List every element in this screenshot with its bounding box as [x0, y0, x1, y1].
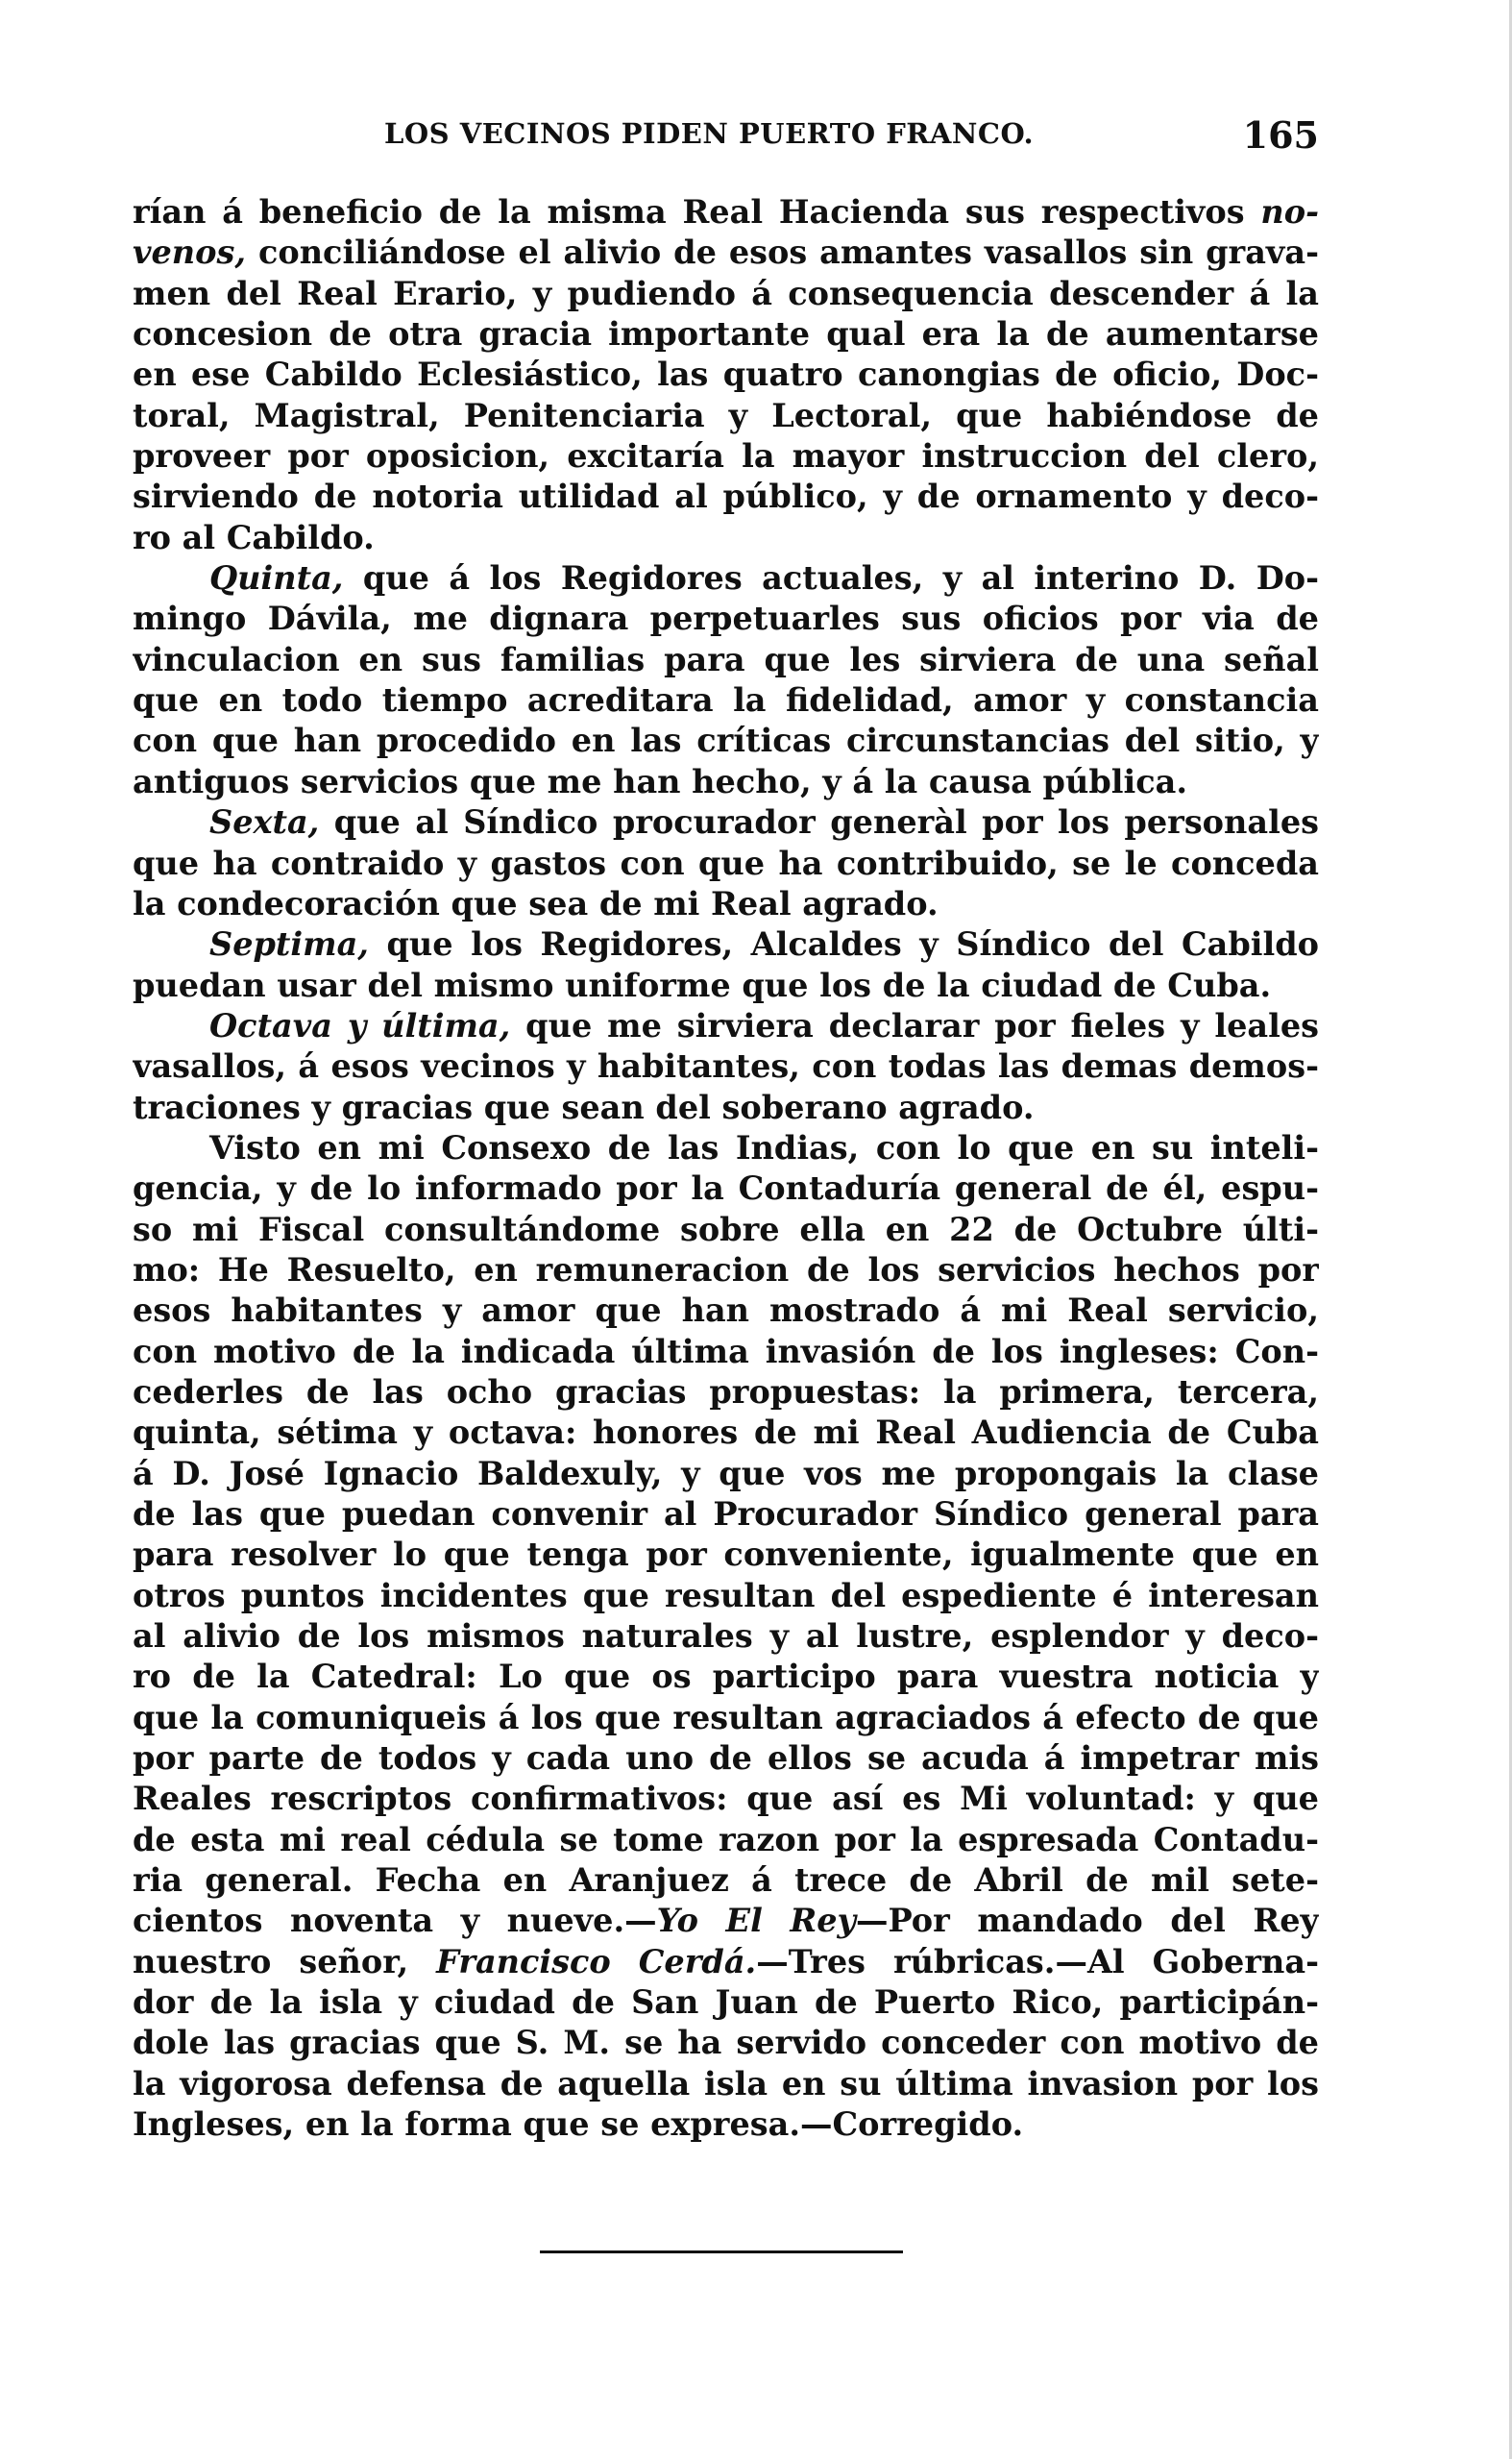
text-line — [133, 1616, 1319, 1657]
text-line — [133, 1901, 1319, 1941]
text-line — [133, 1820, 1319, 1860]
text-line — [133, 396, 1319, 436]
text-segment: concesion de otra gracia importante qual era la de aumentarse — [133, 315, 1319, 354]
text-segment: mingo Dávila, me dignara perpetuarles sus oficios por via de — [133, 600, 1319, 638]
text-line — [133, 924, 1319, 965]
page-header — [133, 113, 1319, 161]
italic-text: Quinta, — [209, 559, 344, 598]
text-line — [133, 1168, 1319, 1209]
text-segment: ro de la Catedral: Lo que os participo para vuestra noticia y — [133, 1658, 1319, 1696]
text-segment: la condecoración que sea de mi Real agrado. — [133, 884, 939, 922]
text-segment: mo: He Resuelto, en remuneracion de los servicios hechos por — [133, 1250, 1319, 1289]
text-segment: puedan usar del mismo uniforme que los de la ciudad de Cuba. — [133, 966, 1272, 1004]
text-segment: vasallos, á esos vecinos y habitantes, con todas las demas demos- — [133, 1047, 1319, 1086]
text-line — [133, 558, 1319, 599]
text-line — [133, 1738, 1319, 1779]
text-segment: gencia, y de lo informado por la Contaduría general de él, espu- — [133, 1169, 1319, 1208]
italic-text: Francisco Cerdá. — [436, 1942, 757, 1980]
text-line — [133, 1332, 1319, 1372]
text-segment: rían á beneficio de la misma Real Hacienda sus respectivos — [133, 193, 1261, 231]
text-segment: antiguos servicios que me han hecho, y á la causa pública. — [133, 762, 1187, 800]
text-segment: proveer por oposicion, excitaría la mayor instruccion del clero, — [133, 437, 1319, 476]
text-segment: sirviendo de notoria utilidad al público, y de ornamento y deco- — [133, 478, 1319, 516]
text-line — [133, 762, 1319, 802]
text-segment: que al Síndico procurador generàl por los personales — [319, 803, 1319, 842]
text-line — [133, 1046, 1319, 1087]
text-segment: al alivio de los mismos naturales y al lustre, esplendor y deco- — [133, 1617, 1319, 1656]
text-line — [133, 1698, 1319, 1738]
text-line — [133, 314, 1319, 355]
text-segment: en ese Cabildo Eclesiástico, las quatro canongias de oficio, Doc- — [133, 356, 1319, 394]
text-line — [133, 966, 1319, 1006]
text-segment: con motivo de la indicada última invasión de los ingleses: Con- — [133, 1332, 1319, 1370]
text-segment: cederles de las ocho gracias propuestas: la primera, tercera, — [133, 1372, 1319, 1411]
text-line — [133, 1942, 1319, 1982]
text-line — [133, 1006, 1319, 1046]
text-line — [133, 2064, 1319, 2104]
text-line — [133, 1576, 1319, 1616]
text-line — [133, 884, 1319, 924]
italic-text: venos, — [133, 234, 247, 272]
text-segment: dor de la isla y ciudad de San Juan de Puerto Rico, participán- — [133, 1983, 1319, 2022]
text-line — [133, 1088, 1319, 1128]
text-line — [133, 1372, 1319, 1413]
italic-text: Sexta, — [209, 803, 320, 842]
text-line — [133, 1535, 1319, 1575]
text-segment: quinta, sétima y octava: honores de mi Real Audiencia de Cuba — [133, 1414, 1319, 1452]
text-segment: nuestro señor, — [133, 1942, 437, 1980]
text-segment: Reales rescriptos confirmativos: que así es Mi voluntad: y que — [133, 1780, 1319, 1818]
text-segment: vinculacion en sus familias para que les sirviera de una señal — [133, 640, 1319, 678]
text-line — [133, 192, 1319, 233]
text-line — [133, 1413, 1319, 1453]
text-line — [133, 1982, 1319, 2023]
text-segment: de esta mi real cédula se tome razon por la espresada Contadu- — [133, 1820, 1319, 1858]
text-line — [133, 2023, 1319, 2063]
text-segment: esos habitantes y amor que han mostrado á mi Real servicio, — [133, 1291, 1319, 1330]
italic-text: Yo El Rey — [656, 1902, 857, 1940]
italic-text: Octava y última, — [209, 1006, 511, 1045]
text-line — [133, 2104, 1319, 2145]
text-line — [133, 844, 1319, 884]
text-segment: con que han procedido en las críticas circunstancias del sitio, y — [133, 722, 1319, 760]
text-segment: que los Regidores, Alcaldes y Síndico del Cabildo — [368, 925, 1319, 964]
text-segment: —Por mandado del Rey — [856, 1902, 1319, 1940]
text-segment: de las que puedan convenir al Procurador Síndico general para — [133, 1495, 1319, 1533]
text-segment: Ingleses, en la forma que se expresa.—Corregido. — [133, 2105, 1024, 2144]
text-segment: que en todo tiempo acreditara la fidelidad, amor y constancia — [133, 681, 1319, 720]
italic-text: Septima, — [209, 925, 369, 964]
text-segment: toral, Magistral, Penitenciaria y Lectoral, que habiéndose de — [133, 396, 1319, 434]
running-title: LOS VECINOS PIDEN PUERTO FRANCO. — [384, 117, 1035, 150]
text-line — [133, 721, 1319, 761]
text-segment: ria general. Fecha en Aranjuez á trece de Abril de mil sete- — [133, 1861, 1319, 1900]
text-line — [133, 274, 1319, 314]
text-line — [133, 1494, 1319, 1535]
body-text — [133, 192, 1319, 2146]
text-segment: á D. José Ignacio Baldexuly, y que vos me propongais la clase — [133, 1454, 1319, 1492]
text-line — [133, 1779, 1319, 1819]
text-segment: cientos noventa y nueve.— — [133, 1902, 657, 1940]
text-line — [133, 355, 1319, 395]
text-segment: dole las gracias que S. M. se ha servido conceder con motivo de — [133, 2024, 1319, 2062]
text-segment: traciones y gracias que sean del soberano agrado. — [133, 1088, 1035, 1126]
text-line — [133, 1291, 1319, 1331]
text-segment: que me sirviera declarar por fieles y leales — [510, 1006, 1319, 1045]
text-line — [133, 518, 1319, 558]
page-number: 165 — [1242, 113, 1319, 157]
end-rule — [540, 2250, 903, 2253]
text-line — [133, 802, 1319, 843]
text-line — [133, 233, 1319, 273]
text-line — [133, 599, 1319, 639]
text-line — [133, 640, 1319, 680]
text-segment: otros puntos incidentes que resultan del espediente é interesan — [133, 1576, 1319, 1614]
text-line — [133, 680, 1319, 721]
text-segment: Visto en mi Consexo de las Indias, con lo que en su inteli- — [209, 1128, 1319, 1167]
text-line — [133, 436, 1319, 477]
text-line — [133, 1657, 1319, 1697]
text-line — [133, 1860, 1319, 1901]
text-line — [133, 1210, 1319, 1250]
text-segment: que ha contraido y gastos con que ha contribuido, se le conceda — [133, 844, 1319, 882]
text-line — [133, 1250, 1319, 1291]
text-segment: men del Real Erario, y pudiendo á consequencia descender á la — [133, 274, 1319, 312]
text-segment: que la comuniqueis á los que resultan agraciados á efecto de que — [133, 1698, 1319, 1736]
text-segment: —Tres rúbricas.—Al Goberna- — [756, 1942, 1319, 1980]
text-line — [133, 1454, 1319, 1494]
text-segment: para resolver lo que tenga por conveniente, igualmente que en — [133, 1536, 1319, 1574]
text-segment: conciliándose el alivio de esos amantes vasallos sin grava- — [246, 234, 1319, 272]
text-line — [133, 477, 1319, 517]
text-segment: la vigorosa defensa de aquella isla en su última invasion por los — [133, 2064, 1319, 2102]
italic-text: no- — [1260, 193, 1319, 231]
text-line — [133, 1128, 1319, 1168]
text-segment: que á los Regidores actuales, y al interino D. Do- — [343, 559, 1319, 598]
text-segment: so mi Fiscal consultándome sobre ella en 22 de Octubre últi- — [133, 1210, 1319, 1248]
text-segment: por parte de todos y cada uno de ellos se acuda á impetrar mis — [133, 1739, 1319, 1778]
text-segment: ro al Cabildo. — [133, 518, 375, 556]
